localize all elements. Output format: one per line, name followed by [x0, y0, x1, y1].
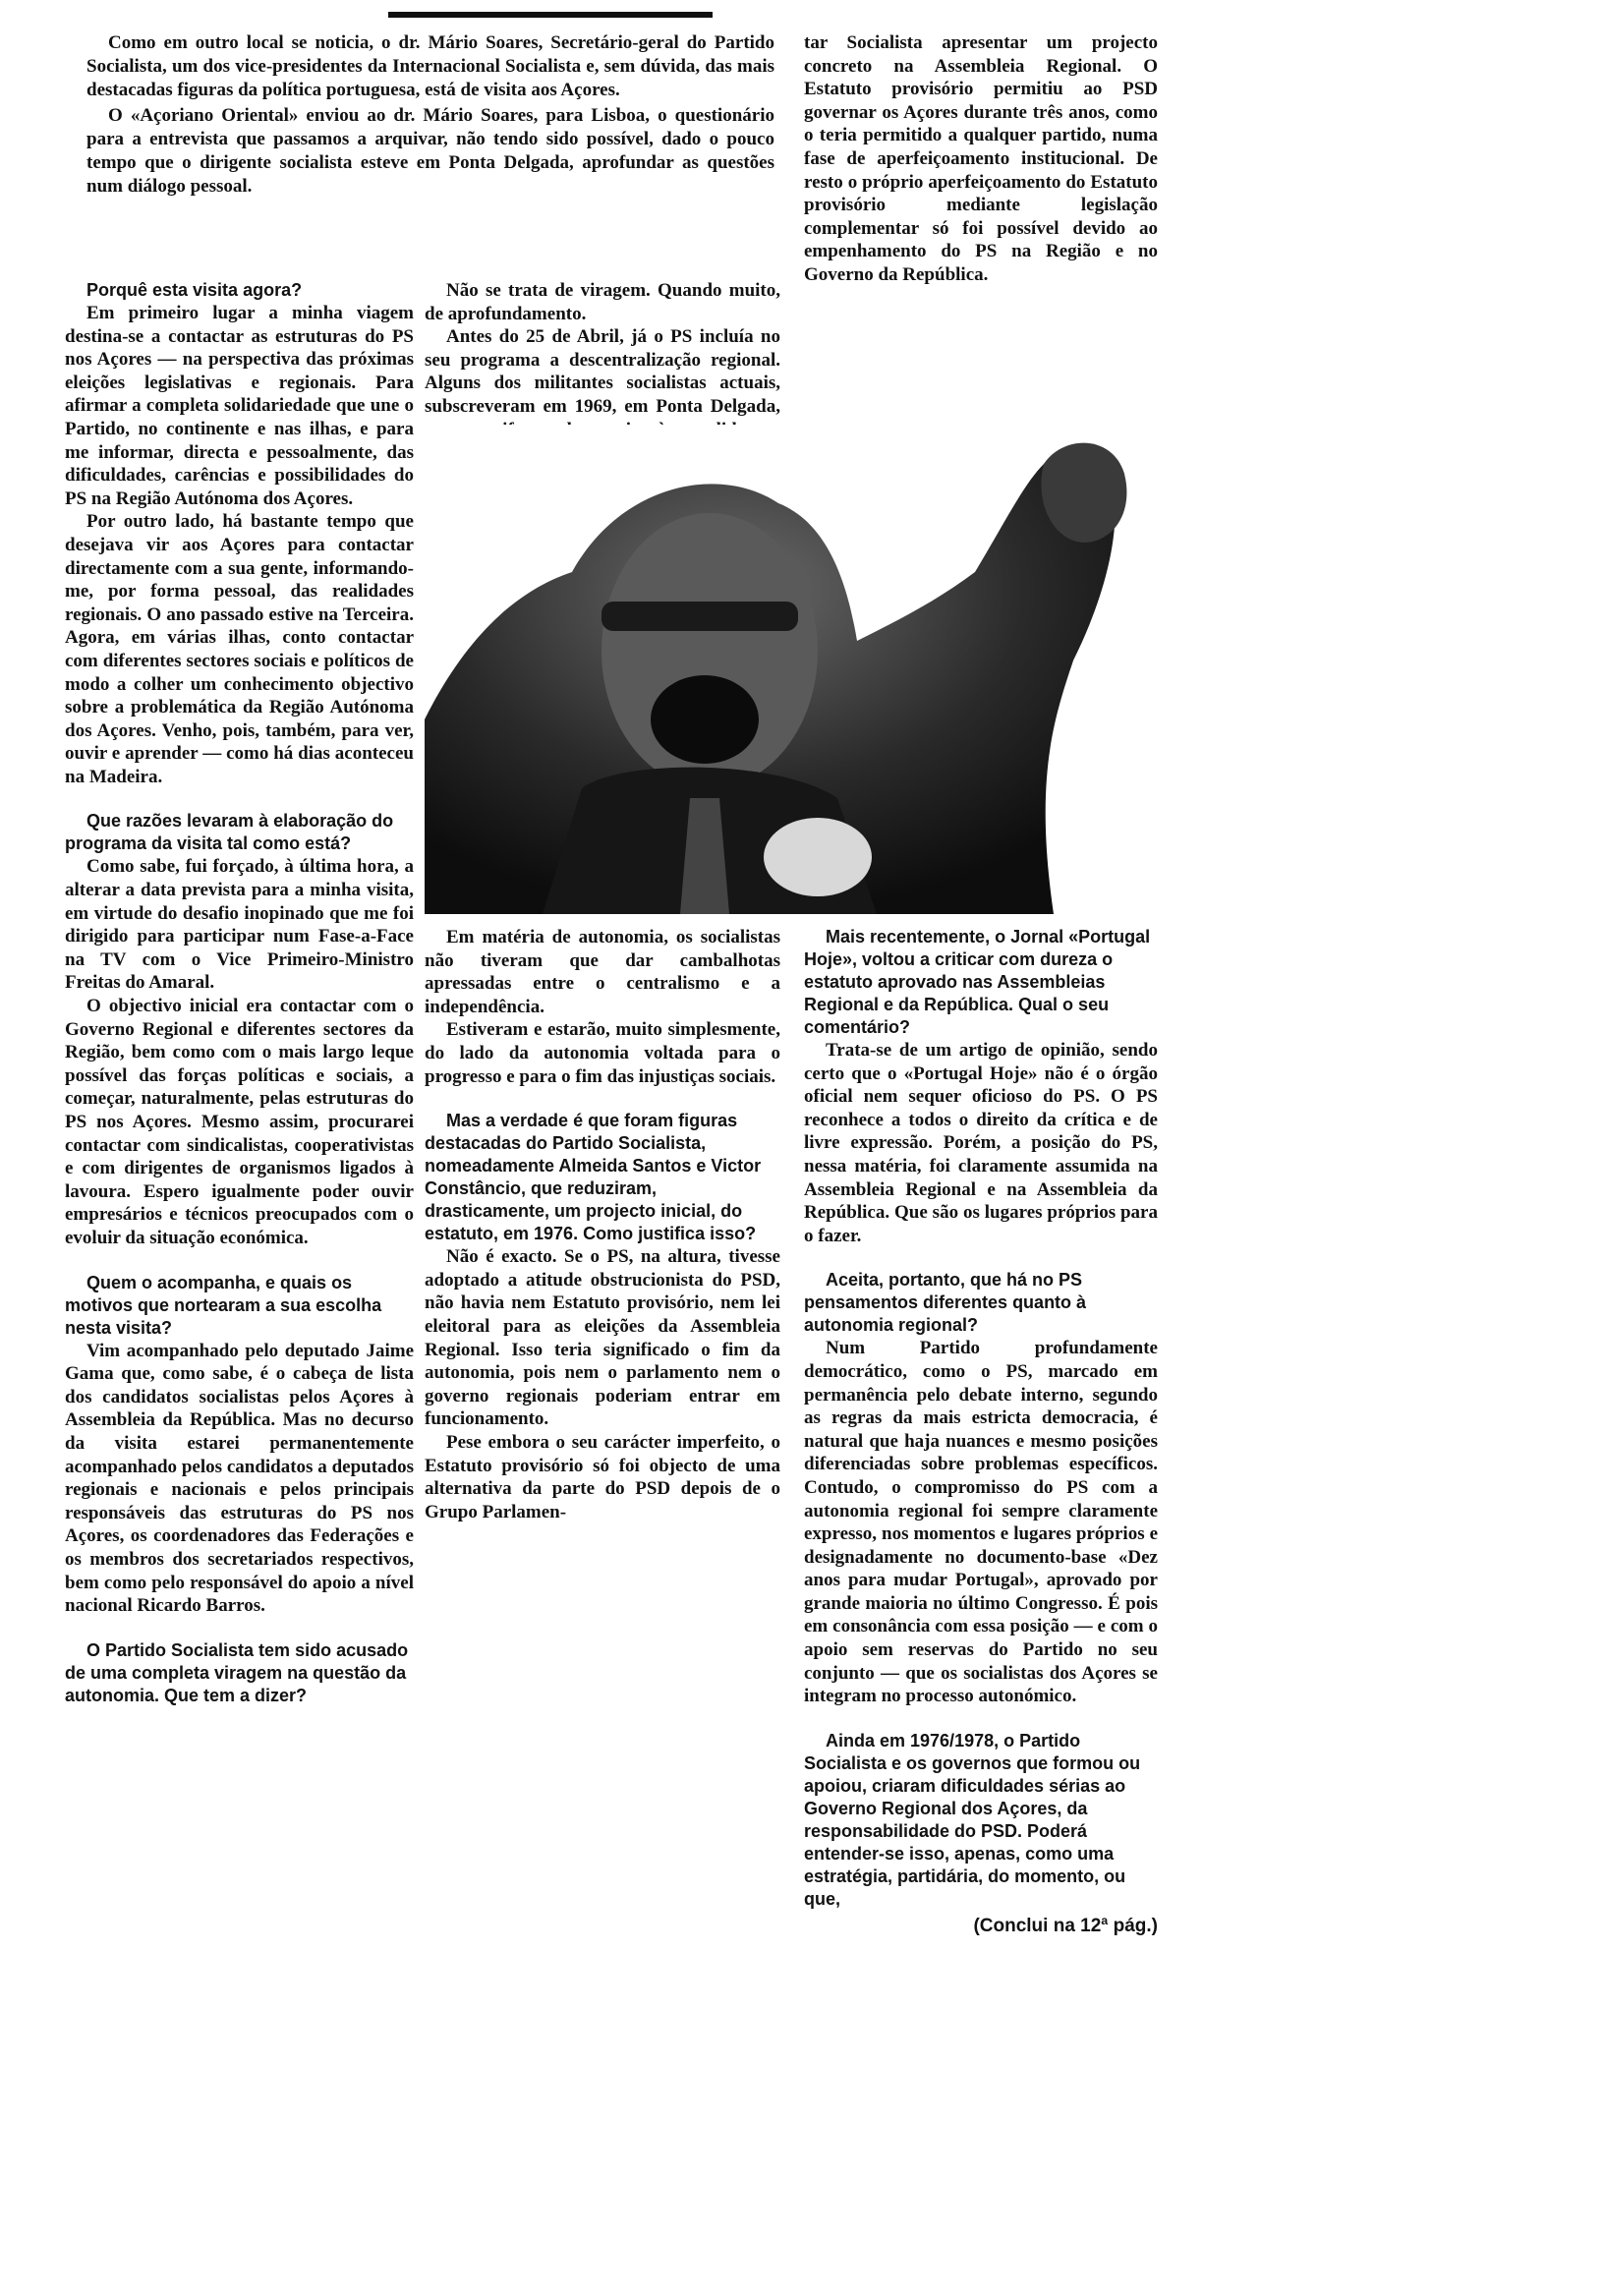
answer-paragraph: Não se trata de viragem. Quando muito, de aprofundamento.	[425, 280, 780, 324]
photo-speaker-raised-fist	[425, 425, 1158, 914]
question: Mas a verdade é que foram figuras destacadas do Partido Socialista, nomeadamente Almeida Santos e Victor Constâncio, que reduziram, drasticamente, um projecto inicial, do estatuto, em 1976. Como justifica isso?	[425, 1111, 762, 1244]
column-3-lower	[804, 926, 1158, 1937]
answer-paragraph: Vim acompanhado pelo deputado Jaime Gama que, como sabe, é o cabeça de lista dos candidatos socialistas pelos Açores à Assembleia da República. Mas no decurso da visita estarei permanentemente acompanhado pelos candidatos a deputados regionais e nacionais e pelos principais responsáveis das estruturas do PS nos Açores, os coordenadores das Federações e os membros dos secretariados respectivos, bem como pelo responsável do apoio a nível nacional Ricardo Barros.	[65, 1340, 414, 1617]
answer-paragraph: Pese embora o seu carácter imperfeito, o Estatuto provisório só foi objecto de uma alternativa da parte do PSD depois de o Grupo Parlamen-	[425, 1431, 780, 1522]
intro-paragraph: Como em outro local se noticia, o dr. Mário Soares, Secretário-geral do Partido Socialista, um dos vice-presidentes da Internacional Socialista e, sem dúvida, das mais destacadas figuras da política portuguesa, está de visita aos Açores.	[86, 32, 774, 100]
column-3	[804, 31, 1158, 287]
answer-paragraph: tar Socialista apresentar um projecto concreto na Assembleia Regional. O Estatuto provisório permitiu ao PSD governar os Açores durante três anos, como o teria permitido a qualquer partido, numa fase de aperfeiçoamento institucional. De resto o próprio aperfeiçoamento do Estatuto provisório mediante legislação complementar só foi possível devido ao empenhamento do PS na Região e no Governo da República.	[804, 32, 1158, 285]
question: O Partido Socialista tem sido acusado de uma completa viragem na questão da autonomia. Que tem a dizer?	[65, 1639, 409, 1705]
question: Quem o acompanha, e quais os motivos que nortearam a sua escolha nesta visita?	[65, 1272, 382, 1338]
article-intro	[86, 31, 774, 201]
photo-image	[425, 425, 1158, 914]
column-1	[65, 279, 414, 1707]
continuation-note: (Conclui na 12ª pág.)	[973, 1915, 1158, 1936]
answer-paragraph: Trata-se de um artigo de opinião, sendo certo que o «Portugal Hoje» não é o órgão oficial nem sequer oficioso do PS. O PS reconhece a todos o direito da crítica e de livre expressão. Porém, a posição do PS, nessa matéria, foi claramente assumida na Assembleia Regional e na Assembleia da República. Que são os lugares próprios para o fazer.	[804, 1040, 1158, 1246]
question: Mais recentemente, o Jornal «Portugal Hoje», voltou a criticar com dureza o estatuto aprovado nas Assembleias Regional e da República. Qual o seu comentário?	[804, 927, 1151, 1037]
answer-paragraph: Antes do 25 de Abril, já o PS incluía no seu programa a descentralização regional. Alguns dos militantes socialistas actuais, subscreveram em 1969, em Ponta Delgada,	[425, 326, 780, 417]
answer-paragraph: Em matéria de autonomia, os socialistas não tiveram que dar cambalhotas apressadas entre o centralismo e a independência.	[425, 927, 780, 1017]
question: Aceita, portanto, que há no PS pensamentos diferentes quanto à autonomia regional?	[804, 1270, 1087, 1336]
answer-paragraph: Por outro lado, há bastante tempo que desejava vir aos Açores para contactar directamente com a sua gente, informando-me, por forma pessoal, das realidades regionais. O ano passado estive na Terceira. Agora, em várias ilhas, conto contactar com diferentes sectores sociais e políticos de modo a colher um conhecimento objectivo sobre a problemática da Região Autónoma dos Açores. Venho, pois, também, para ver, ouvir e aprender — como há dias aconteceu na Madeira.	[65, 511, 414, 787]
answer-paragraph: Não é exacto. Se o PS, na altura, tivesse adoptado a atitude obstrucionista do PSD, não havia nem Estatuto provisório, nem lei eleitoral para as eleições da Assembleia Regional. Isso teria significado o fim da autonomia, pois nem o parlamento nem o governo regionais poderiam entrar em funcionamento.	[425, 1246, 780, 1430]
question: Que razões levaram à elaboração do programa da visita tal como está?	[65, 811, 394, 854]
answer-paragraph: Estiveram e estarão, muito simplesmente, do lado da autonomia voltada para o progresso e para o fim das injustiças sociais.	[425, 1019, 780, 1087]
answer-paragraph: Como sabe, fui forçado, à última hora, a alterar a data prevista para a minha visita, em virtude do desafio inopinado que me foi dirigido para participar num Fase-a-Face na TV com o Vice Primeiro-Ministro Freitas do Amaral.	[65, 856, 414, 994]
question: Ainda em 1976/1978, o Partido Socialista e os governos que formou ou apoiou, criaram dificuldades sérias ao Governo Regional dos Açores, da responsabilidade do PSD. Poderá entender-se isso, apenas, como uma estratégia, partidária, do momento, ou que,	[804, 1730, 1141, 1909]
question: Porquê esta visita agora?	[86, 280, 303, 300]
header-rule	[388, 12, 713, 18]
answer-paragraph: Num Partido profundamente democrático, como o PS, marcado em permanência pelo debate interno, segundo as regras da mais estricta democracia, é natural que haja nuances e mesmo posições diferenciadas sobre problemas específicos. Contudo, o compromisso do PS com a autonomia regional foi sempre claramente expresso, nos momentos e lugares próprios e designadamente no documento-base «Dez anos para mudar Portugal», aprovado por grande maioria no último Congresso. É pois em consonância com essa posição — e com o apoio sem reservas do Partido no seu conjunto — que os socialistas dos Açores se integram no processo autonómico.	[804, 1338, 1158, 1707]
column-2-lower	[425, 926, 780, 1523]
answer-paragraph: Em primeiro lugar a minha viagem destina-se a contactar as estruturas do PS nos Açores — na perspectiva das próximas eleições legislativas e regionais. Para afirmar a completa solidariedade que une o Partido, no continente e nas ilhas, e para me informar, directa e pessoalmente, das dificuldades, carências e possibilidades do PS na Região Autónoma dos Açores.	[65, 303, 414, 509]
answer-paragraph: O objectivo inicial era contactar com o Governo Regional e diferentes sectores da Região, bem como com o mais largo leque possível das forças políticas e sociais, a começar, naturalmente, pelas estruturas do PS nos Açores. Mesmo assim, procurarei contactar com sindicalistas, cooperativistas e com dirigentes de organismos ligados à lavoura. Espero igualmente poder ouvir empresários e técnicos preocupados com o evoluir da situação económica.	[65, 996, 414, 1248]
intro-paragraph: O «Açoriano Oriental» enviou ao dr. Mário Soares, para Lisboa, o questionário para a entrevista que passamos a arquivar, não tendo sido possível, dado o pouco tempo que o dirigente socialista esteve em Ponta Delgada, aprofundar as questões num diálogo pessoal.	[86, 105, 774, 197]
